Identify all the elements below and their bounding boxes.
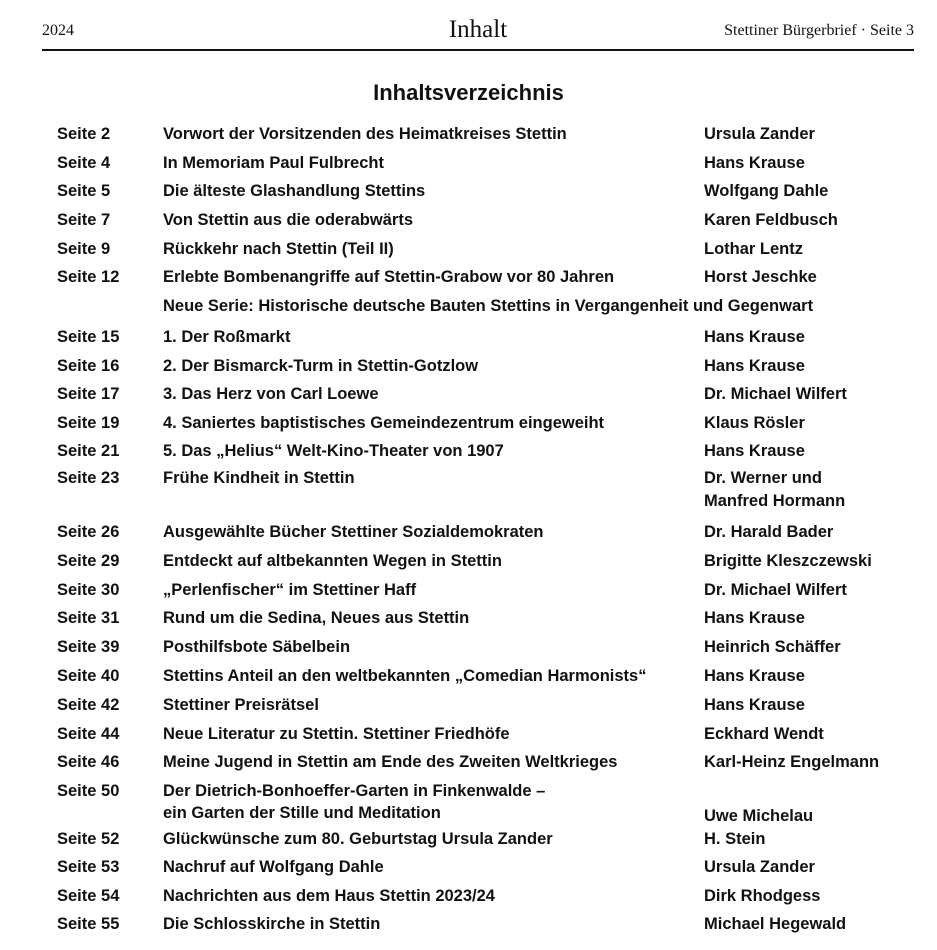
toc-entry xyxy=(0,830,937,852)
toc-entry-page: Seite 17 xyxy=(57,385,120,403)
toc-entry-author xyxy=(704,469,845,511)
toc-entry-title xyxy=(163,125,567,144)
toc-entry-page: Seite 29 xyxy=(57,552,120,570)
toc-entry xyxy=(0,385,937,407)
toc-entry-title-line: In Memoriam Paul Fulbrecht xyxy=(163,154,384,172)
toc-entry-title xyxy=(163,182,425,201)
toc-entry-author xyxy=(704,268,817,287)
toc-entry-author-line: Hans Krause xyxy=(704,609,805,627)
toc-entry-author-line: Dr. Werner und xyxy=(704,469,822,487)
toc-entry-author-line: Dr. Michael Wilfert xyxy=(704,581,847,599)
toc-entry-title-line: Nachrichten aus dem Haus Stettin 2023/24 xyxy=(163,887,495,905)
toc-entry-author-line: Klaus Rösler xyxy=(704,414,805,432)
toc-entry-author xyxy=(704,357,805,376)
toc-entry-author-line: Lothar Lentz xyxy=(704,240,803,258)
toc-entry-author-line: Hans Krause xyxy=(704,154,805,172)
toc-entry-page: Seite 54 xyxy=(57,887,120,905)
toc-entry-page: Seite 44 xyxy=(57,725,120,743)
toc-entry-author-line: Dr. Michael Wilfert xyxy=(704,385,847,403)
toc-entry xyxy=(0,297,937,319)
toc-entry xyxy=(0,240,937,262)
toc-entry-author xyxy=(704,125,815,144)
toc-entry-author xyxy=(704,830,765,849)
toc-entry-title xyxy=(163,830,553,849)
toc-entry-title-line: Meine Jugend in Stettin am Ende des Zweiten Weltkrieges xyxy=(163,753,618,771)
toc-entry xyxy=(0,154,937,176)
toc-entry-title-line: 1. Der Roßmarkt xyxy=(163,328,291,346)
toc-entry-page: Seite 15 xyxy=(57,328,120,346)
toc-entry-title xyxy=(163,211,413,230)
toc-entry-title xyxy=(163,357,478,376)
header-rule xyxy=(42,49,914,51)
toc-entry-author xyxy=(704,915,846,934)
toc-entry-title-line: Rund um die Sedina, Neues aus Stettin xyxy=(163,609,470,627)
toc-entry-author-line: Horst Jeschke xyxy=(704,268,817,286)
toc-entry-title xyxy=(163,609,469,628)
toc-entry-author-line: Brigitte Kleszczewski xyxy=(704,552,872,570)
toc-entry xyxy=(0,552,937,574)
toc-entry-author xyxy=(704,725,824,744)
toc-entry-title-line: 3. Das Herz von Carl Loewe xyxy=(163,385,379,403)
page-header xyxy=(42,14,914,48)
toc-entry-page: Seite 7 xyxy=(57,211,111,229)
toc-entry-author xyxy=(704,523,833,542)
toc-entry xyxy=(0,581,937,603)
header-publication: Stettiner Bürgerbrief · Seite 3 xyxy=(724,22,914,39)
toc-entry-author-line: Karl-Heinz Engelmann xyxy=(704,753,880,771)
toc-entry xyxy=(0,414,937,436)
toc-entry xyxy=(0,667,937,689)
toc-entry-author xyxy=(704,609,805,628)
toc-entry-title xyxy=(163,887,495,906)
toc-entry-author xyxy=(704,638,841,657)
toc-entry-title xyxy=(163,696,319,715)
toc-entry-title-line: 5. Das „Helius“ Welt-Kino-Theater von 1907 xyxy=(163,442,504,460)
toc-entry-page: Seite 23 xyxy=(57,469,120,487)
toc-entry xyxy=(0,211,937,233)
toc-entry-title xyxy=(163,552,502,571)
toc-entry-page: Seite 16 xyxy=(57,357,120,375)
toc-entry-author xyxy=(704,154,805,173)
toc-entry-author-line: Wolfgang Dahle xyxy=(704,182,829,200)
toc-entry xyxy=(0,609,937,631)
toc-entry-author-line: Hans Krause xyxy=(704,696,805,714)
toc-entry-title xyxy=(163,240,394,259)
toc-entry-page: Seite 40 xyxy=(57,667,120,685)
toc-entry-title xyxy=(163,154,384,173)
toc-entry-page: Seite 9 xyxy=(57,240,111,258)
toc-entry-page: Seite 26 xyxy=(57,523,120,541)
toc-entry-title-line: Entdeckt auf altbekannten Wegen in Stettin xyxy=(163,552,502,570)
toc-entry-author xyxy=(704,240,803,259)
toc-entry xyxy=(0,523,937,545)
toc-title: Inhaltsverzeichnis xyxy=(373,80,564,105)
toc-entry-author-line: Hans Krause xyxy=(704,357,805,375)
toc-entry-author xyxy=(704,414,805,433)
toc-entry-author-line: Dirk Rhodgess xyxy=(704,887,821,905)
toc-entry-author-line: Hans Krause xyxy=(704,328,805,346)
toc-entry-title-line: Nachruf auf Wolfgang Dahle xyxy=(163,858,384,876)
toc-entry xyxy=(0,469,937,510)
header-section: Inhalt xyxy=(448,16,508,43)
toc-entry-title-line: Neue Literatur zu Stettin. Stettiner Friedhöfe xyxy=(163,725,510,743)
toc-entry-author xyxy=(704,807,813,826)
toc-entry-title-line: Die Schlosskirche in Stettin xyxy=(163,915,381,933)
toc-entry-page: Seite 19 xyxy=(57,414,120,432)
toc-entry-author-line: H. Stein xyxy=(704,830,766,848)
toc-entry xyxy=(0,328,937,350)
toc-entry-author-line: Uwe Michelau xyxy=(704,807,814,825)
toc-entry-page: Seite 5 xyxy=(57,182,111,200)
toc-entry-title-line-2: ein Garten der Stille und Meditation xyxy=(163,804,441,822)
toc-entry-author-line: Ursula Zander xyxy=(704,125,815,143)
toc-entry-author-line: Karen Feldbusch xyxy=(704,211,838,229)
toc-entry-author xyxy=(704,385,847,404)
toc-entry-page: Seite 2 xyxy=(57,125,111,143)
toc-entry-title xyxy=(163,638,350,657)
toc-entry xyxy=(0,696,937,718)
toc-entry-title-line: Rückkehr nach Stettin (Teil II) xyxy=(163,240,394,258)
toc-entry-title xyxy=(163,782,545,823)
toc-entry-author-line: Heinrich Schäffer xyxy=(704,638,841,656)
toc-entry-author-line: Dr. Harald Bader xyxy=(704,523,834,541)
toc-entry-author xyxy=(704,753,879,772)
toc-entry-author xyxy=(704,696,805,715)
toc-entry-title xyxy=(163,442,504,461)
toc-entry-title-line: Frühe Kindheit in Stettin xyxy=(163,469,355,487)
toc-entry-author xyxy=(704,442,805,461)
toc-entry xyxy=(0,357,937,379)
toc-entry-title-line: Stettins Anteil an den weltbekannten „Comedian Harmonists“ xyxy=(163,667,647,685)
toc-entry-author-line: Eckhard Wendt xyxy=(704,725,824,743)
toc-entry-title-line: Ausgewählte Bücher Stettiner Sozialdemokraten xyxy=(163,523,544,541)
toc-entry xyxy=(0,858,937,880)
toc-entry-title xyxy=(163,915,380,934)
toc-entry-title xyxy=(163,268,614,287)
toc-entry-author-line: Hans Krause xyxy=(704,667,805,685)
toc-entry-title-line: 2. Der Bismarck-Turm in Stettin-Gotzlow xyxy=(163,357,479,375)
toc-entry-title-line: Vorwort der Vorsitzenden des Heimatkreises Stettin xyxy=(163,125,567,143)
toc-entry-page: Seite 30 xyxy=(57,581,120,599)
toc-entry-page: Seite 50 xyxy=(57,782,120,800)
toc-entry-title-line: Posthilfsbote Säbelbein xyxy=(163,638,351,656)
toc-entry-title xyxy=(163,581,416,600)
toc-entry-page: Seite 4 xyxy=(57,154,111,172)
toc-entry-title xyxy=(163,297,813,316)
toc-entry-title-line: Erlebte Bombenangriffe auf Stettin-Grabow vor 80 Jahren xyxy=(163,268,615,286)
toc-entry-page: Seite 52 xyxy=(57,830,120,848)
toc-entry xyxy=(0,753,937,775)
toc-entry-title-line: „Perlenfischer“ im Stettiner Haff xyxy=(163,581,417,599)
toc-entry-title xyxy=(163,385,379,404)
toc-entry-page: Seite 46 xyxy=(57,753,120,771)
toc-entry xyxy=(0,725,937,747)
toc-entry-title-line: 4. Saniertes baptistisches Gemeindezentrum eingeweiht xyxy=(163,414,605,432)
toc-entry xyxy=(0,915,937,937)
toc-entry-page: Seite 21 xyxy=(57,442,120,460)
toc-entry-title-line: Der Dietrich-Bonhoeffer-Garten in Finkenwalde – xyxy=(163,782,546,800)
toc-entry-author xyxy=(704,552,872,571)
toc-entry-title xyxy=(163,469,355,488)
toc-entry-title xyxy=(163,414,604,433)
toc-entry-title-line: Die älteste Glashandlung Stettins xyxy=(163,182,426,200)
toc-entry-page: Seite 39 xyxy=(57,638,120,656)
toc-entry-author xyxy=(704,328,805,347)
toc-entry xyxy=(0,887,937,909)
toc-entry-page: Seite 42 xyxy=(57,696,120,714)
toc-entry-page: Seite 12 xyxy=(57,268,120,286)
toc-entry-author-line: Ursula Zander xyxy=(704,858,815,876)
toc-entry xyxy=(0,268,937,290)
toc-entry-author xyxy=(704,182,828,201)
toc-entry-author-line: Michael Hegewald xyxy=(704,915,847,933)
header-year: 2024 xyxy=(42,22,74,39)
toc-entry-author xyxy=(704,581,847,600)
toc-entry-author xyxy=(704,858,815,877)
toc-entry-title-line: Glückwünsche zum 80. Geburtstag Ursula Zander xyxy=(163,830,553,848)
toc-entry-author-line: Hans Krause xyxy=(704,442,805,460)
toc-entry xyxy=(0,782,937,825)
toc-entry-title xyxy=(163,667,646,686)
toc-entry-author xyxy=(704,211,838,230)
toc-entry-title xyxy=(163,725,510,744)
toc-entry-author-line-2: Manfred Hormann xyxy=(704,492,846,510)
toc-entry xyxy=(0,125,937,147)
toc-entry-title xyxy=(163,858,384,877)
toc-entry-author xyxy=(704,887,820,906)
toc-entry-title xyxy=(163,523,544,542)
toc-entry xyxy=(0,182,937,204)
toc-entry-title xyxy=(163,328,290,347)
toc-entry-title xyxy=(163,753,617,772)
toc-entry-title-line: Von Stettin aus die oderabwärts xyxy=(163,211,413,229)
toc-entry-page: Seite 53 xyxy=(57,858,120,876)
toc-entry-page: Seite 55 xyxy=(57,915,120,933)
toc-entry-author xyxy=(704,667,805,686)
toc-entry-title-line: Stettiner Preisrätsel xyxy=(163,696,319,714)
toc-entry xyxy=(0,638,937,660)
toc-entry-page: Seite 31 xyxy=(57,609,120,627)
toc-entry xyxy=(0,442,937,464)
toc-entry-title-line: Neue Serie: Historische deutsche Bauten Stettins in Vergangenheit und Gegenwart xyxy=(163,297,814,315)
